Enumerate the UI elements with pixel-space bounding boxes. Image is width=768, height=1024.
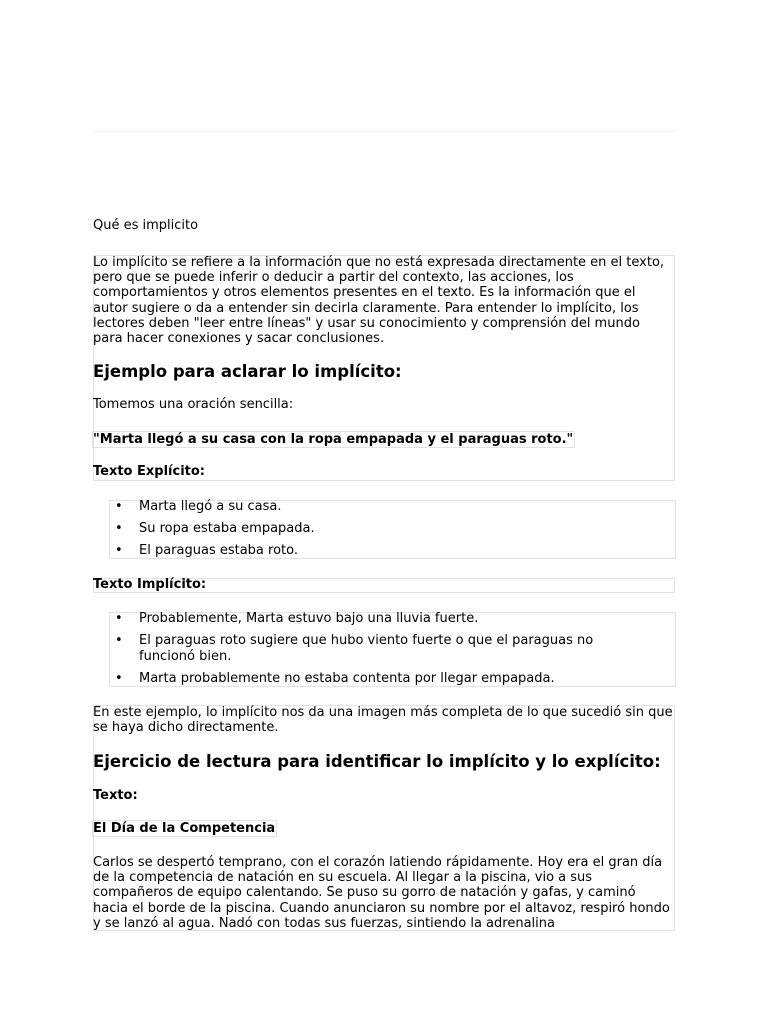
bullet-icon: • <box>115 521 123 536</box>
story-title <box>93 821 277 837</box>
list-item-text: El paraguas roto sugiere que hubo viento fuerte o que el paraguas no funcionó bien. <box>139 633 594 664</box>
implicit-list <box>109 611 629 693</box>
list-item <box>109 671 629 687</box>
bullet-icon: • <box>115 499 123 514</box>
list-item <box>109 633 629 664</box>
bullet-icon: • <box>115 611 123 626</box>
list-item <box>109 499 629 515</box>
text-label: Texto: <box>93 788 138 803</box>
example-sentence-text: "Marta llegó a su casa con la ropa empapada y el paraguas roto." <box>93 432 574 447</box>
example-conclusion: En este ejemplo, lo implícito nos da una imagen más completa de lo que sucedió sin que se haya dicho directamente. <box>93 705 673 736</box>
definition-paragraph: Lo implícito se refiere a la información que no está expresada directamente en el texto, pero que se puede inferir o deducir a partir del contexto, las acciones, los comportamientos y otros elementos presentes en el texto. Es la información que el autor sugiere o da a entender sin decirla claramente. Para entender lo implícito, los lectores deben "leer entre líneas" y usar su conocimiento y comprensión del mundo para hacer conexiones y sacar conclusiones. <box>93 255 665 347</box>
bullet-icon: • <box>115 633 123 648</box>
story-title-text: El Día de la Competencia <box>93 821 276 836</box>
example-intro: Tomemos una oración sencilla: <box>93 397 294 412</box>
intro-title: Qué es implicito <box>93 218 199 233</box>
list-item-text: El paraguas estaba roto. <box>139 543 299 558</box>
bullet-icon: • <box>115 543 123 558</box>
explicit-label: Texto Explícito: <box>93 464 206 479</box>
implicit-label: Texto Implícito: <box>93 577 207 592</box>
list-item <box>109 611 629 627</box>
explicit-list <box>109 499 629 565</box>
list-item-text: Marta llegó a su casa. <box>139 499 282 514</box>
list-item-text: Marta probablemente no estaba contenta por llegar empapada. <box>139 670 555 686</box>
example-sentence <box>93 432 575 448</box>
bullet-icon: • <box>115 670 123 686</box>
list-item <box>109 543 629 559</box>
top-divider <box>93 131 676 132</box>
list-item-text: Probablemente, Marta estuvo bajo una lluvia fuerte. <box>139 611 479 626</box>
story-paragraph: Carlos se despertó temprano, con el corazón latiendo rápidamente. Hoy era el gran día de la competencia de natación en su escuela. Al llegar a la piscina, vio a sus compañeros de equipo calentando. Se puso su gorro de natación y gafas, y caminó hacia el borde de la piscina. Cuando anunciaron su nombre por el altavoz, respiró hondo y se lanzó al agua. Nadó con todas sus fuerzas, sintiendo la adrenalina <box>93 855 670 931</box>
list-item-text: Su ropa estaba empapada. <box>139 521 315 536</box>
example-heading: Ejemplo para aclarar lo implícito: <box>93 362 402 381</box>
list-item <box>109 521 629 537</box>
exercise-heading: Ejercicio de lectura para identificar lo implícito y lo explícito: <box>93 752 661 771</box>
